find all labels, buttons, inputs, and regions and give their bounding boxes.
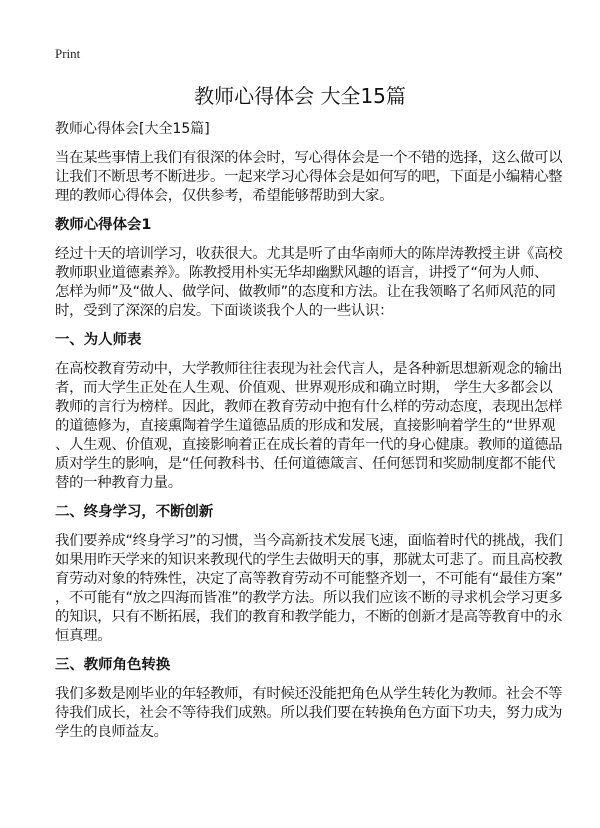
paragraph bbox=[55, 685, 563, 742]
paragraph-line: 如果用昨天学来的知识来教现代的学生去做明天的事，那就太可悲了。而且高校教 bbox=[55, 552, 563, 568]
section-heading: 一、为人师表 bbox=[55, 332, 142, 348]
article-body bbox=[55, 120, 563, 752]
print-link[interactable]: Print bbox=[55, 46, 81, 61]
paragraph-line: 的道德修为，直接熏陶着学生道德品质的形成和发展，直接影响着学生的“世界观 bbox=[55, 418, 556, 434]
paragraph-line: 育劳动对象的特殊性，决定了高等教育劳动不可能整齐划一，不可能有“最佳方案” bbox=[55, 571, 563, 587]
paragraph-line: 理的教师心得体会，仅供参考，希望能够帮助到大家。 bbox=[55, 188, 394, 204]
paragraph-line: 学生的良师益友。 bbox=[55, 724, 168, 740]
paragraph-line: 恒真理。 bbox=[55, 628, 112, 644]
page-title: 教师心得体会 大全15篇 bbox=[194, 84, 406, 108]
paragraph-line: 质对学生的影响，是“任何教科书、任何道德箴言、任何惩罚和奖励制度都不能代 bbox=[55, 456, 556, 472]
article-subtitle: 教师心得体会[大全15篇] bbox=[55, 121, 210, 137]
paragraph-line: 教师的言行为榜样。因此，教师在教育劳动中抱有什么样的劳动态度，表现出怎样 bbox=[55, 399, 563, 415]
section-heading: 二、终身学习，不断创新 bbox=[55, 504, 214, 520]
paragraph-line: 时，受到了深深的启发。下面谈谈我个人的一些认识： bbox=[55, 303, 394, 319]
paragraph-line: 当在某些事情上我们有很深的体会时，写心得体会是一个不错的选择，这么做可以 bbox=[55, 150, 563, 166]
paragraph-line: 怎样为师”及“做人、做学问、做教师”的态度和方法。让在我领略了名师风范的同 bbox=[55, 284, 556, 300]
paragraph bbox=[55, 532, 563, 646]
paragraph-line: 待我们成长，社会不等待我们成熟。所以我们要在转换角色方面下功夫，努力成为 bbox=[55, 705, 563, 721]
paragraph-line: 在高校教育劳动中，大学教师往往表现为社会代言人，是各种新思想新观念的输出 bbox=[55, 361, 563, 377]
paragraph bbox=[55, 245, 563, 321]
paragraph-line: 者，而大学生正处在人生观、价值观、世界观形成和确立时期， 学生大多都会以 bbox=[55, 380, 553, 396]
paragraph-line: 教师职业道德素养》。陈教授用朴实无华却幽默风趣的语言，讲授了“何为人师、 bbox=[55, 265, 549, 281]
paragraph-line: 我们要养成“终身学习”的习惯，当今高新技术发展飞速，面临着时代的挑战，我们 bbox=[55, 533, 563, 549]
paragraph-line: 我们多数是刚毕业的年轻教师，有时候还没能把角色从学生转化为教师。社会不等 bbox=[55, 686, 563, 702]
paragraph-line: ，不可能有“放之四海而皆准”的教学方法。所以我们应该不断的寻求机会学习更多 bbox=[55, 590, 563, 606]
paragraph-line: 经过十天的培训学习，收获很大。尤其是听了由华南师大的陈岸涛教授主讲《高校 bbox=[55, 246, 563, 262]
paragraph-line: 的知识，只有不断拓展，我们的教育和教学能力，不断的创新才是高等教育中的永 bbox=[55, 609, 563, 625]
paragraph bbox=[55, 149, 563, 206]
paragraph-line: 、人生观、价值观，直接影响着正在成长着的青年一代的身心健康。教师的道德品 bbox=[55, 437, 563, 453]
section-heading: 教师心得体会1 bbox=[55, 217, 152, 233]
paragraph-line: 让我们不断思考不断进步。一起来学习心得体会是如何写的吧，下面是小编精心整 bbox=[55, 169, 563, 185]
paragraph-line: 替的一种教育力量。 bbox=[55, 475, 182, 491]
paragraph bbox=[55, 360, 563, 493]
section-heading: 三、教师角色转换 bbox=[55, 657, 171, 673]
